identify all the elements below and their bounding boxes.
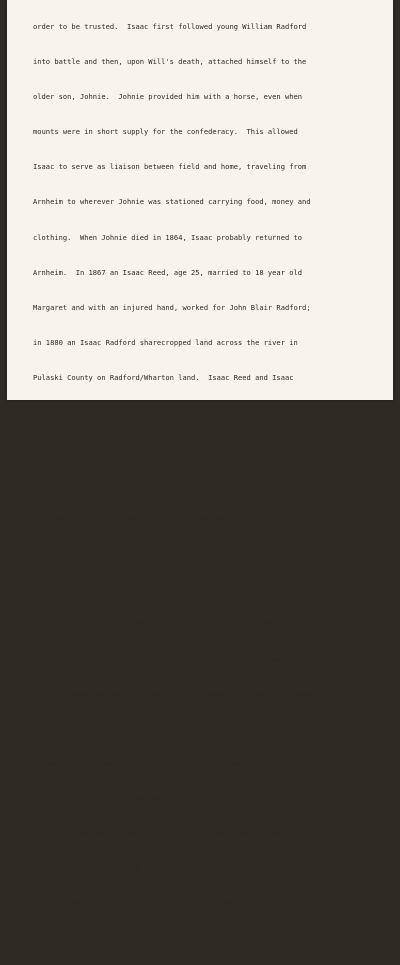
text-line: Radford may be the same person; one or both may also be the Isaac [33, 408, 311, 418]
text-line: letters from Johnie -- perhaps while Isaac was still with Will -- [33, 478, 311, 488]
text-line: clothing. When Johnie died in 1864, Isaac probably returned to [33, 232, 303, 242]
text-line: prior to emancipation, William Childress owned the Lewis and Amanda [33, 688, 320, 698]
text-line: Phillips family. He also housed Paris Lawrence, a 30 year old free [33, 723, 320, 733]
text-line: order to be trusted. Isaac first followed young William Radford [33, 22, 307, 31]
text-line: so frequently mentioned in Johnie Radford's letters. (Early [33, 443, 294, 453]
text-line: Arnheim to wherever Johnie was stationed carrying food, money and [33, 197, 311, 207]
text-line: Margaret and with an injured hand, worked for John Blair Radford; [33, 302, 311, 312]
text-line: reference 'Tim' as a manservant. Nicolay papers.) [33, 513, 247, 523]
text-line: partial listing of John B. Radford's slaves included: William and [33, 864, 311, 874]
text-line: Arnheim. In 1867 an Isaac Reed, age 25, married to 18 year old [33, 267, 303, 277]
text-line: mounts were in short supply for the confederacy. This allowed [33, 127, 298, 137]
text-line: older son, Johnie. Johnie provided him with a horse, even when [33, 92, 303, 102]
paragraph-break [33, 553, 388, 587]
text-line: Schaeffer of the Freedmen's Bureau [add footnote], we know that, [33, 653, 307, 663]
text-line: dynasty of Radfordians); John and Lucy Wade (whose son Anderson [33, 934, 303, 944]
text-line: in 1880 an Isaac Radford sharecropped land across the river in [33, 337, 298, 347]
text-line: their several children) was owned by William Taylor. Joshua [33, 793, 294, 803]
text-line: person of color whose wife Emiline Alexander Lawrence (and thus [33, 758, 303, 768]
text-line: Nancy Farmer (Palmer?) District (whose son Edmond would sire a [33, 899, 298, 909]
text-line: Isaac to serve as liaison between field and home, traveling from [33, 162, 307, 172]
text-line: into battle and then, upon Will's death, attached himself to the [33, 57, 307, 67]
document-page [7, 0, 393, 944]
text-line: Lawrence, presumably Paris's brother, was murdered in 1864. A [33, 828, 303, 838]
document-body [33, 0, 388, 965]
text-line: Thanks to records compiled shortly after the war by Charles S. [33, 618, 320, 628]
text-line: Pulaski County on Radford/Wharton land. Isaac Reed and Isaac [33, 372, 294, 382]
